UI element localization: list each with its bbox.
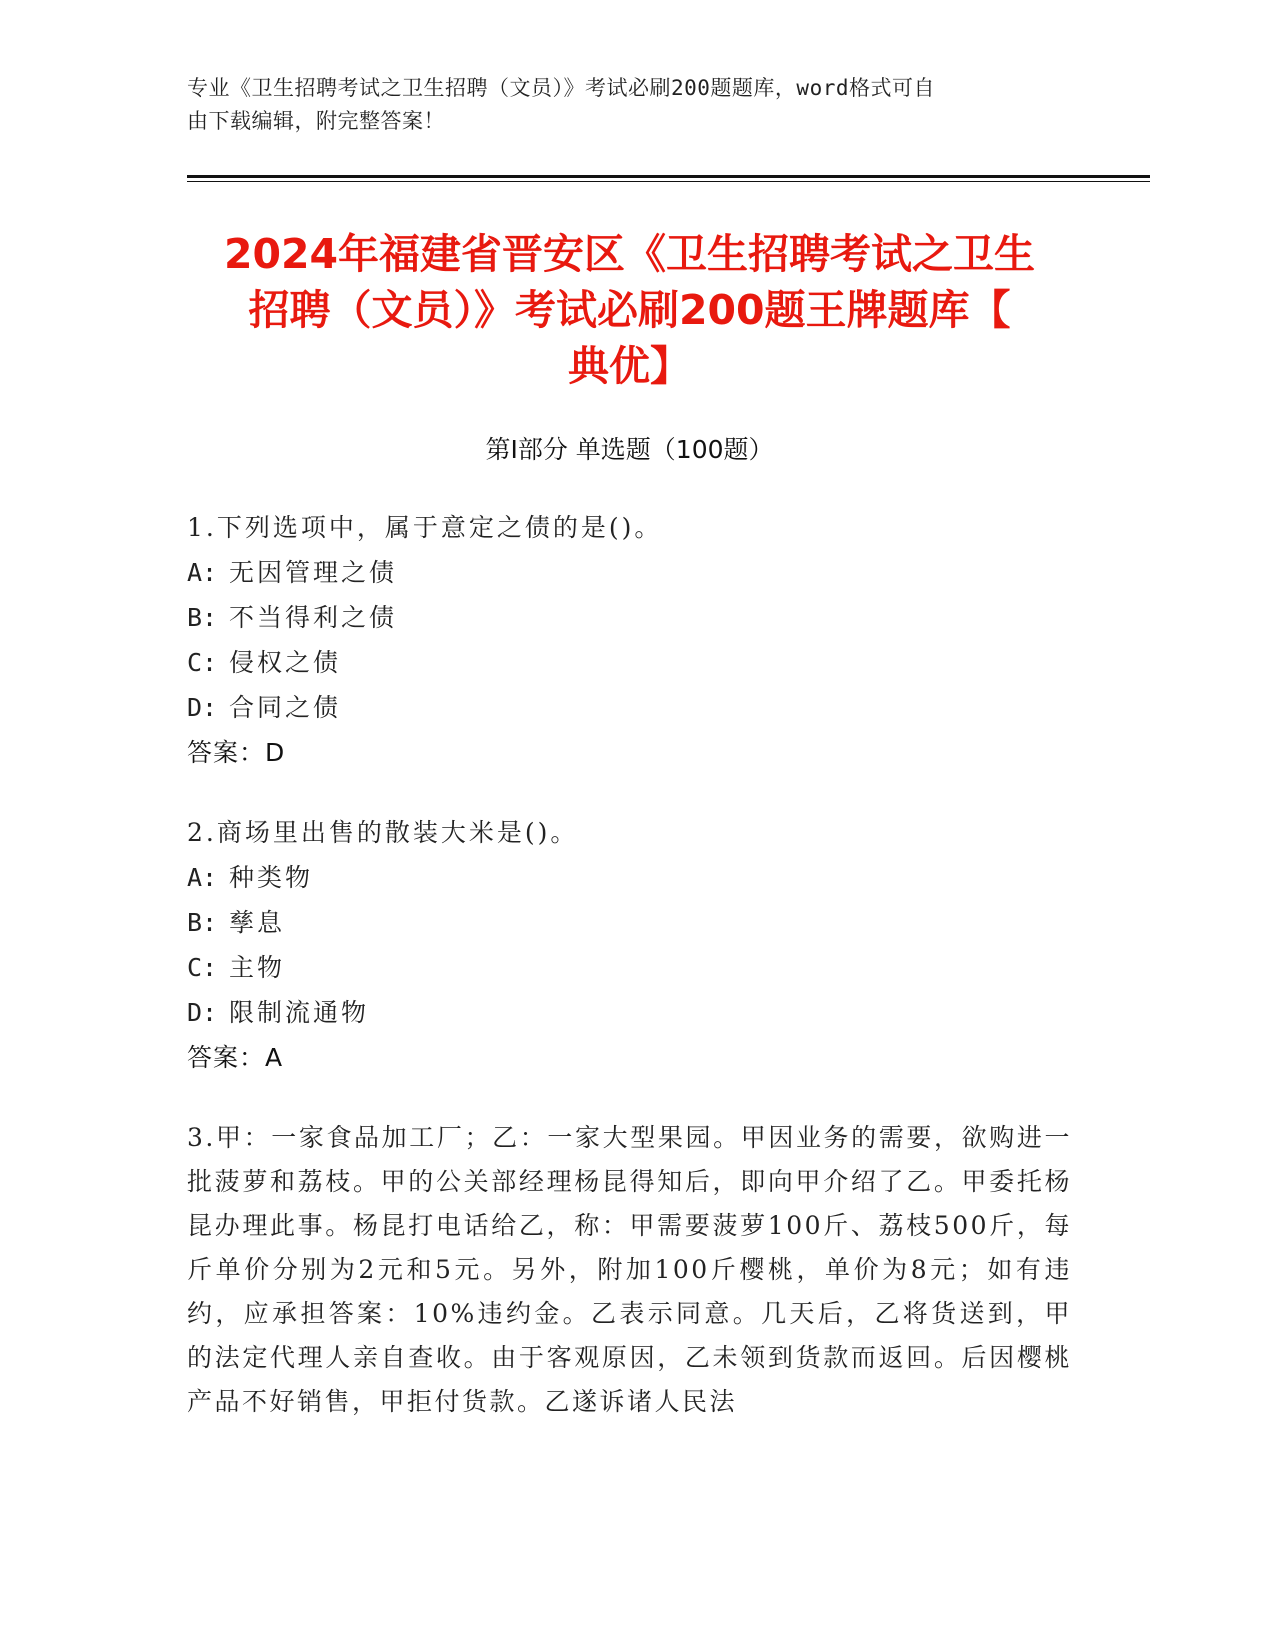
question-3: [187, 1116, 1072, 1424]
option-letter: A:: [187, 558, 218, 587]
option-letter: A:: [187, 863, 218, 892]
header-divider-thick: [187, 175, 1150, 178]
question-stem: 2.商场里出售的散装大米是()。: [187, 818, 579, 847]
header-note-line-1: 专业《卫生招聘考试之卫生招聘（文员）》考试必刷200题题库，word格式可自: [187, 76, 935, 100]
title-line-3: 典优】: [568, 342, 691, 390]
option-text: 无因管理之债: [229, 558, 398, 587]
option-c: [187, 945, 1072, 990]
section-title: 第Ⅰ部分 单选题（100题）: [485, 435, 774, 464]
option-text: 不当得利之债: [229, 603, 398, 632]
option-text: 孳息: [229, 908, 286, 937]
option-b: [187, 595, 1072, 640]
question-2: [187, 810, 1072, 1080]
option-text: 合同之债: [229, 693, 342, 722]
option-letter: B:: [187, 908, 218, 937]
option-text: 主物: [229, 953, 286, 982]
option-text: 侵权之债: [229, 648, 342, 677]
question-3-text: 3.甲：一家食品加工厂；乙：一家大型果园。甲因业务的需要，欲购进一批菠萝和荔枝。甲的公关部经理杨昆得知后，即向甲介绍了乙。甲委托杨昆办理此事。杨昆打电话给乙，称：甲需要菠萝100斤、荔枝500斤，每斤单价分别为2元和5元。另外，附加100斤樱桃，单价为8元；如有违约，应承担答案：10%违约金。乙表示同意。几天后，乙将货送到，甲的法定代理人亲自查收。由于客观原因，乙未领到货款而返回。后因樱桃产品不好销售，甲拒付货款。乙遂诉诸人民法: [187, 1123, 1072, 1416]
option-a: [187, 550, 1072, 595]
question-1: [187, 505, 1072, 775]
option-d: [187, 685, 1072, 730]
option-text: 种类物: [229, 863, 314, 892]
option-c: [187, 640, 1072, 685]
header-divider-thin: [187, 181, 1150, 182]
question-stem: 1.下列选项中，属于意定之债的是()。: [187, 513, 663, 542]
option-letter: B:: [187, 603, 218, 632]
answer: 答案：D: [187, 738, 286, 767]
option-b: [187, 900, 1072, 945]
header-note: [187, 72, 1067, 138]
option-letter: C:: [187, 648, 218, 677]
option-a: [187, 855, 1072, 900]
document-title: [187, 226, 1072, 394]
option-letter: D:: [187, 998, 218, 1027]
option-letter: C:: [187, 953, 218, 982]
title-line-1: 2024年福建省晋安区《卫生招聘考试之卫生: [223, 230, 1036, 278]
option-d: [187, 990, 1072, 1035]
header-note-line-2: 由下载编辑，附完整答案！: [187, 109, 445, 133]
option-letter: D:: [187, 693, 218, 722]
option-text: 限制流通物: [229, 998, 370, 1027]
title-line-2: 招聘（文员）》考试必刷200题王牌题库【: [248, 286, 1011, 334]
answer: 答案：A: [187, 1043, 284, 1072]
